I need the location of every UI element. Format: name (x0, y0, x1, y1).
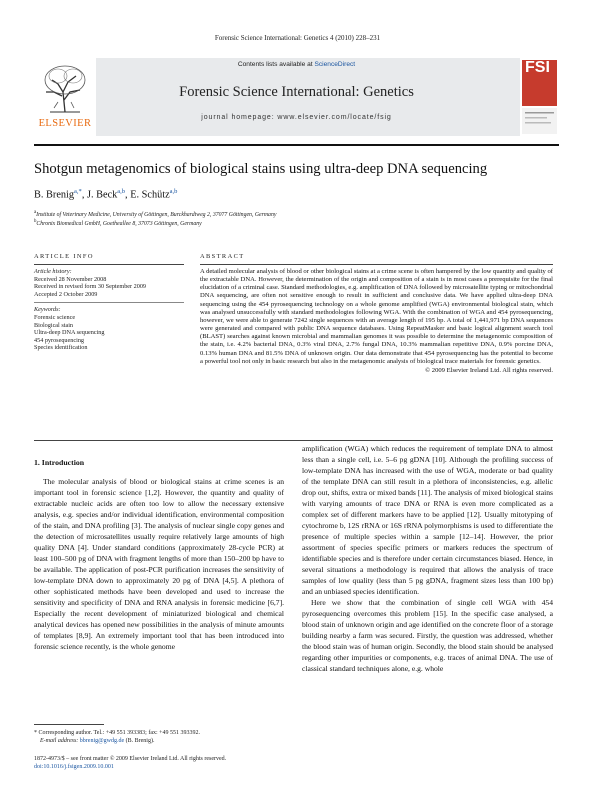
corresponding-author-note: * Corresponding author. Tel.: +49 551 393383; fax: +49 551 393392. (34, 730, 201, 736)
author-name: E. Schütz (130, 189, 170, 201)
affiliation-marker: a (34, 210, 37, 215)
body-paragraph: The molecular analysis of blood or biological stains at crime scenes is an important tool in forensic science [1,2]. However, the quantity and quality of extractable nucleic acids are often too low to allow the necessary extensive analysis, e.g. species and/or individual identification, environmental composition of the stain, and DNA profiling [3]. The analysis of nuclear single copy genes and the detection of microsatellites usually require relatively large amounts of high quality DNA [4]. Under standard conditions (approximately 28-cycle PCR) at least 100–500 pg of DNA with fragment lengths of more than 150–200 bp have to be available. The application of post-PCR purification increases the sensitivity of low-template DNA down to approximately 20 pg of DNA [4,5]. A plethora of other sophisticated methods have been developed and used to increase the sensitivity and specificity of DNA and RNA analysis in forensic medicine [6,7]. Especially the recent development of miniaturized biological and chemical analytical devices has opened new possibilities in the analysis of minute amounts of templates [8,9]. An extremely important tool that has been introduced into forensic science recently, is the whole genome (34, 477, 284, 651)
journal-title: Forensic Science International: Genetics (179, 84, 414, 100)
abstract-heading: ABSTRACT (200, 253, 245, 260)
footnote-rule (34, 724, 104, 725)
abstract (200, 268, 553, 375)
issn-block (34, 755, 334, 771)
abstract-text: A detailed molecular analysis of blood or other biological stains at a crime scene is often hampered by the low quantity and quality of the extractable DNA. However, the determination of the origin and composition of a stain is in most cases a prerequisite for the final elucidation of a criminal case. Standard methodologies, e.g. amplification of DNA followed by microsatellite typing or mitochondrial DNA sequencing, are often not sensitive enough to result in sufficient and conclusive data. We have applied ultra-deep DNA sequencing using the 454 pyrosequencing technology on a whole genome amplified (WGA) environmental biological stain, which was analysed unsuccessfully with standard methodologies following WGA. With the combination of WGA and 454 pyrosequencing, however, we were able to generate 7242 single sequences with an average length of 195 bp. A total of 1,441,971 bp DNA sequences were generated and compared with public DNA sequence databases. Using RepeatMasker and basic logical alignment search tool (BLAST) searches against known microbial and mammalian genomes it was possible to determine the metagenomic composition of the stain, i.e. 4.2% bacterial DNA, 0.3% viral DNA, 2.7% fungal DNA, 10.3% mammalian repetitive DNA, 0.9% porcine DNA, 0.13% human DNA and 81.5% DNA of unknown origin. Our data demonstrate that 454 pyrosequencing has the potential to become a powerful tool not only in basic research but also in the metagenomic analysis of biological trace materials for forensic genetics. (200, 268, 553, 365)
footnote (34, 729, 294, 745)
issn-line: 1872-4973/$ – see front matter © 2009 Elsevier Ireland Ltd. All rights reserved. (34, 756, 227, 762)
keywords-label: Keywords: (34, 306, 61, 314)
history-item: Received in revised form 30 September 2009 (34, 283, 147, 291)
author-affiliation-ref[interactable]: a,b (169, 188, 178, 195)
email-suffix: (B. Brenig). (124, 738, 155, 744)
author-separator: , (125, 189, 131, 201)
publisher-logo-text: ELSEVIER (38, 118, 92, 129)
running-head: Forensic Science International: Genetics 4 (2010) 228–231 (214, 34, 381, 42)
keyword: Forensic science (34, 313, 76, 321)
body-column-right (302, 443, 553, 674)
body-paragraph: amplification (WGA) which reduces the requirement of template DNA to almost less than a single cell, i.e. 5–6 pg gDNA [10]. Although the profiling success of low-template DNA has increased with the use of WGA, moderate or bad quality of the template DNA can still result in a plethora of inconsistencies, e.g. allelic drop out, shifts, extra or mixed bands [11]. The analysis of mixed biological stains with varying amounts of trace DNA or RNA is even more complicated as a complex set of different markers have to be applied [12]. Usually mitotyping of cytochrome b, 12S rRNA or 16S rRNA polymorphisms is used to differentiate the presence of multiple species within a sample [12–14]. However, the prior assortment of species specific primers or markers reduces the spectrum of identifiable species and is therefore under certain circumstances biased. Hence, in several situations a methodology is required that allows the analysis of trace samples of low quality (less than 5 pg gDNA, fragment sizes less than 100 bp) and an unbiased species identification. (302, 444, 553, 596)
cover-text: FSI (525, 60, 550, 76)
contents-line (34, 61, 559, 68)
keyword: Ultra-deep DNA sequencing (34, 329, 105, 337)
sciencedirect-link[interactable]: ScienceDirect (314, 61, 356, 68)
abstract-rule (200, 264, 553, 265)
keyword: Biological stain (34, 321, 74, 329)
affiliation (34, 219, 202, 227)
contents-prefix: Contents lists available at (237, 61, 315, 68)
history-item: Accepted 2 October 2009 (34, 290, 98, 298)
cover-footer-graphic (522, 108, 557, 134)
masthead-rule (34, 144, 559, 146)
author-affiliation-ref[interactable]: a,* (74, 188, 82, 195)
article-info (34, 268, 184, 352)
copyright-notice: © 2009 Elsevier Ireland Ltd. All rights reserved. (425, 366, 553, 374)
body-paragraph: Here we show that the combination of single cell WGA with 454 pyrosequencing overcomes this problem [15]. In the specific case analysed, a blood stain of unknown origin and age identified on the concrete floor of a storage building nearby a farm was secured. Firstly, the question was addressed, whether the blood stain was of human origin. Secondly, the blood stain should be analysed regarding other impurities or components, e.g. traces of animal DNA. The use of classical standard techniques alone, e.g. whole (302, 598, 553, 673)
homepage-prefix: journal homepage: (201, 114, 278, 121)
article-info-rule (34, 264, 184, 265)
affiliation-text: Chronix Biomedical GmbH, Goetheallee 8, 37073 Göttingen, Germany (36, 220, 202, 227)
article-title: Shotgun metagenomics of biological stains using ultra-deep DNA sequencing (34, 161, 488, 177)
author-name: B. Brenig (34, 189, 75, 201)
author-separator: , (81, 189, 87, 201)
section-heading: 1. Introduction (34, 458, 85, 467)
article-history-label: Article history: (34, 268, 72, 275)
affiliation (34, 210, 276, 218)
keyword: 454 pyrosequencing (34, 336, 85, 344)
journal-cover-image (522, 60, 557, 106)
affiliation-marker: b (34, 219, 37, 224)
history-item: Received 28 November 2008 (34, 275, 107, 283)
article-info-heading: ARTICLE INFO (34, 253, 94, 260)
email-link[interactable]: bbrenig@gwdg.de (79, 738, 125, 744)
journal-masthead (34, 58, 559, 136)
email-label: E-mail address: (40, 738, 80, 744)
body-column-left (34, 476, 284, 652)
author-name: J. Beck (86, 189, 118, 201)
author-affiliation-ref[interactable]: a,b (117, 188, 126, 195)
doi-link[interactable]: doi:10.1016/j.fsigen.2009.10.001 (34, 764, 114, 770)
abstract-bottom-rule (34, 440, 553, 441)
author-list (34, 188, 177, 200)
email-line (34, 737, 294, 745)
affiliation-text: Institute of Veterinary Medicine, University of Göttingen, Burckhardtweg 2, 37077 Göttingen, Germany (36, 211, 277, 218)
keyword: Species identification (34, 344, 88, 352)
journal-homepage (34, 114, 559, 121)
info-divider (34, 302, 184, 303)
journal-cover[interactable] (520, 58, 559, 136)
homepage-link[interactable]: www.elsevier.com/locate/fsig (277, 114, 392, 121)
